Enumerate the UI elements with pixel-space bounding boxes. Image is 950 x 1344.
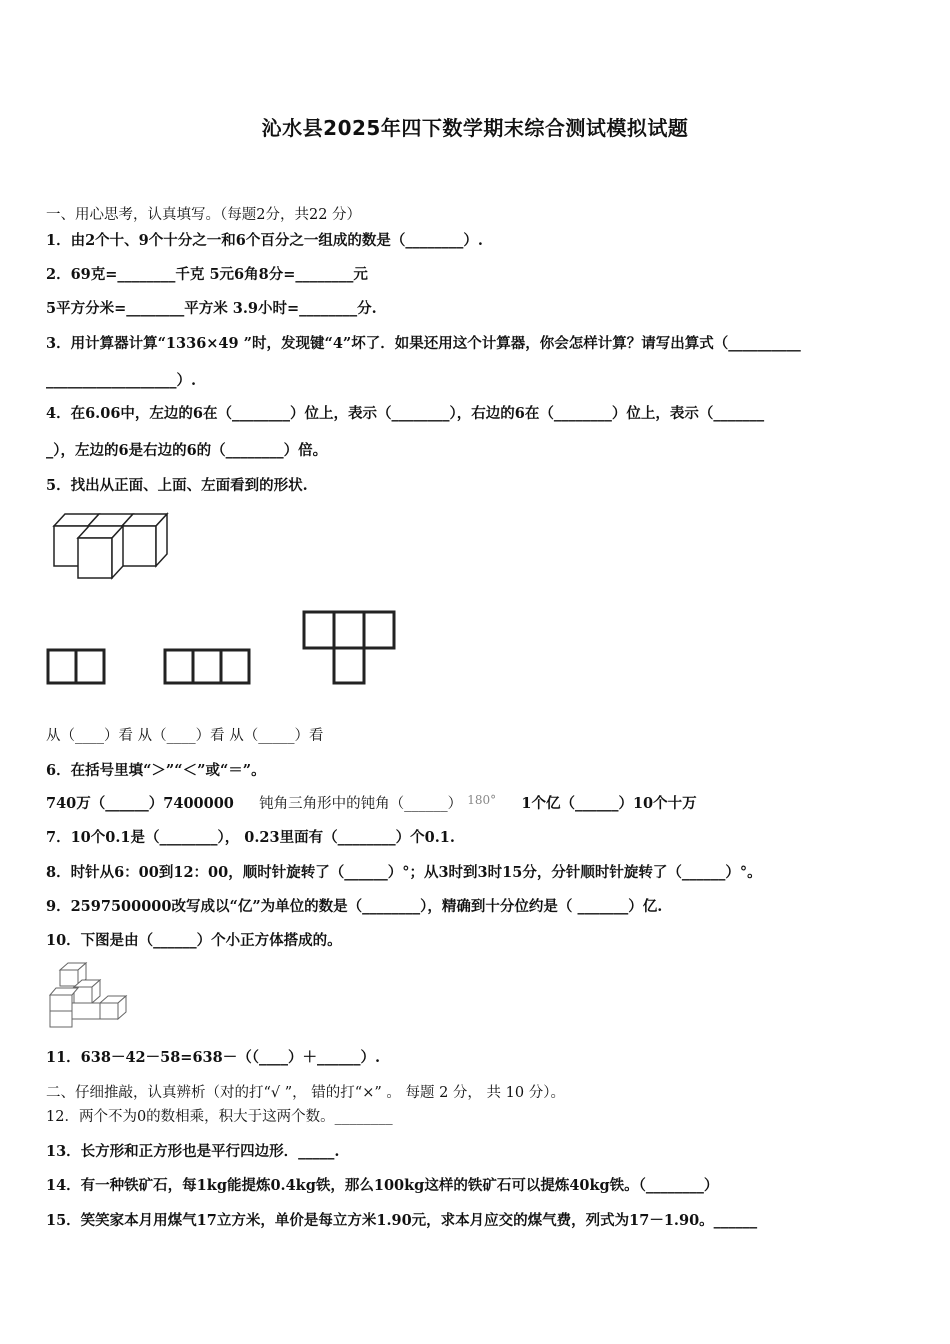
view-option-c bbox=[302, 610, 398, 686]
question-9: 9．2597500000改写成以“亿”为单位的数是（________），精确到十分位约是（ _______）亿. bbox=[46, 898, 663, 915]
question-3b: __________________）. bbox=[46, 372, 197, 389]
question-2b: 5平方分米=________平方米 3.9小时=________分. bbox=[46, 300, 377, 317]
cube-stack-figure bbox=[50, 508, 172, 584]
question-11: 11．638－42－58=638－（（____）＋______）. bbox=[46, 1049, 381, 1066]
section-1-heading: 一、用心思考，认真填写。（每题2分，共22 分） bbox=[46, 207, 362, 223]
q6-item-b: 钝角三角形中的钝角（______） bbox=[259, 796, 463, 812]
question-14: 14．有一种铁矿石，每1kg能提炼0.4kg铁，那么100kg这样的铁矿石可以提炼40kg铁。（________） bbox=[46, 1177, 719, 1194]
question-6: 6．在括号里填“＞”“＜”或“＝”。 bbox=[46, 762, 266, 779]
question-10: 10．下图是由（______）个小正方体搭成的。 bbox=[46, 932, 342, 949]
question-15: 15．笑笑家本月用煤气17立方米，单价是每立方米1.90元，求本月应交的煤气费，列式为17－1.90。______ bbox=[46, 1212, 758, 1229]
question-5: 5．找出从正面、上面、左面看到的形状. bbox=[46, 477, 308, 494]
question-7: 7．10个0.1是（________）， 0.23里面有（________）个0.1. bbox=[46, 829, 455, 846]
front-cube-front-face bbox=[78, 538, 112, 578]
page-title: 沁水县2025年四下数学期末综合测试模拟试题 bbox=[261, 116, 689, 140]
question-2a: 2．69克=________千克 5元6角8分=________元 bbox=[46, 266, 368, 283]
cube-front-face-3 bbox=[122, 526, 156, 566]
q6-item-b-faint: 180° bbox=[467, 793, 497, 807]
question-4a: 4．在6.06中，左边的6在（________）位上，表示（________），右边的6在（________）位上，表示（_______ bbox=[46, 405, 765, 422]
question-13: 13．长方形和正方形也是平行四边形．_____. bbox=[46, 1143, 340, 1160]
q6-item-c: 1个亿（______）10个十万 bbox=[521, 795, 697, 812]
view-option-a bbox=[46, 648, 108, 686]
question-12: 12．两个不为0的数相乘，积大于这两个数。________ bbox=[46, 1109, 393, 1125]
question-6-items bbox=[46, 792, 697, 813]
view-option-b bbox=[163, 648, 253, 686]
q6-item-a: 740万（______）7400000 bbox=[46, 795, 234, 812]
question-3a: 3．用计算器计算“1336×49 ”时，发现键“4”坏了．如果还用这个计算器，你会怎样计算？请写出算式（__________ bbox=[46, 335, 801, 352]
section-2-heading: 二、仔细推敲，认真辨析（对的打“√ ”， 错的打“×” 。 每题 2 分， 共 10 分）。 bbox=[46, 1085, 565, 1101]
small-cubes-figure bbox=[46, 960, 132, 1030]
question-4b: _），左边的6是右边的6的（________）倍。 bbox=[46, 442, 328, 459]
question-5-answer: 从（____）看 从（____）看 从（_____）看 bbox=[46, 728, 324, 744]
question-1: 1．由2个十、9个十分之一和6个百分之一组成的数是（________）. bbox=[46, 232, 483, 249]
question-8: 8．时针从6：00到12：00，顺时针旋转了（______）°；从3时到3时15分，分针顺时针旋转了（______）°。 bbox=[46, 864, 762, 881]
